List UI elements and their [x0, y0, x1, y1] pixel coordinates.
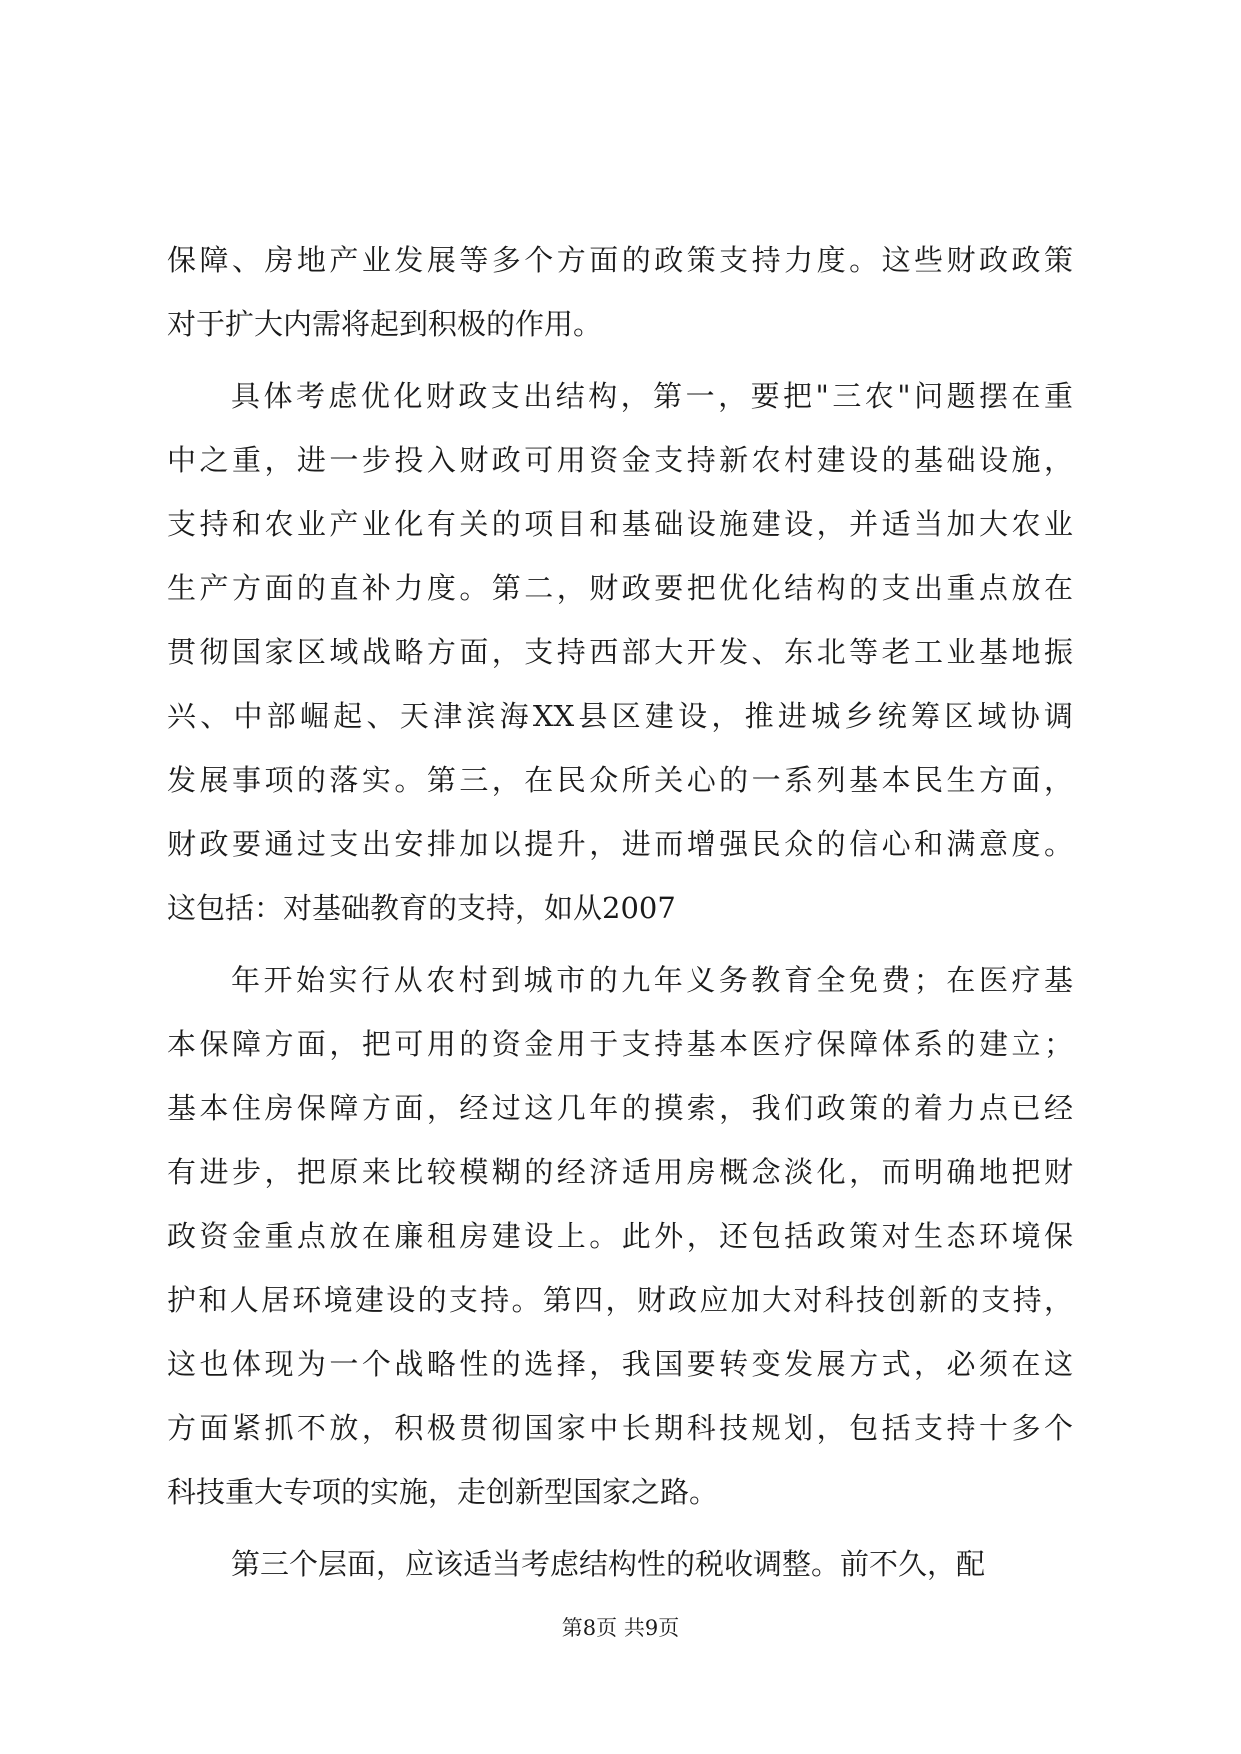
paragraph-gap: [167, 940, 1073, 948]
text-line: 科技重大专项的实施，走创新型国家之路。: [167, 1475, 719, 1509]
paragraph-gap: [167, 356, 1073, 364]
text-line: 支持和农业产业化有关的项目和基础设施建设，并适当加大农业: [167, 507, 1073, 541]
body-text: [167, 228, 1073, 1596]
text-line: 第三个层面，应该适当考虑结构性的税收调整。前不久，配: [231, 1547, 986, 1581]
text-line: 方面紧抓不放，积极贯彻国家中长期科技规划，包括支持十多个: [167, 1411, 1073, 1445]
page-footer: 第8页 共9页: [561, 1616, 680, 1640]
paragraph: [167, 1532, 1073, 1596]
text-line: 兴、中部崛起、天津滨海XX县区建设，推进城乡统筹区域协调: [167, 699, 1073, 733]
text-line: 护和人居环境建设的支持。第四，财政应加大对科技创新的支持，: [167, 1283, 1073, 1317]
text-line: 贯彻国家区域战略方面，支持西部大开发、东北等老工业基地振: [167, 635, 1073, 669]
text-line: 发展事项的落实。第三，在民众所关心的一系列基本民生方面，: [167, 763, 1073, 797]
paragraph: [167, 228, 1073, 356]
paragraph-gap: [167, 1524, 1073, 1532]
text-line: 保障、房地产业发展等多个方面的政策支持力度。这些财政政策: [167, 243, 1073, 277]
text-line: 年开始实行从农村到城市的九年义务教育全免费；在医疗基: [231, 963, 1073, 997]
text-line: 本保障方面，把可用的资金用于支持基本医疗保障体系的建立；: [167, 1027, 1073, 1061]
text-line: 这也体现为一个战略性的选择，我国要转变发展方式，必须在这: [167, 1347, 1073, 1381]
text-line: 这包括：对基础教育的支持，如从2007: [167, 891, 676, 925]
text-line: 具体考虑优化财政支出结构，第一，要把"三农"问题摆在重: [231, 379, 1073, 413]
text-line: 中之重，进一步投入财政可用资金支持新农村建设的基础设施，: [167, 443, 1073, 477]
text-line: 基本住房保障方面，经过这几年的摸索，我们政策的着力点已经: [167, 1091, 1073, 1125]
text-line: 财政要通过支出安排加以提升，进而增强民众的信心和满意度。: [167, 827, 1073, 861]
paragraph: [167, 364, 1073, 940]
text-line: 政资金重点放在廉租房建设上。此外，还包括政策对生态环境保: [167, 1219, 1073, 1253]
text-line: 生产方面的直补力度。第二，财政要把优化结构的支出重点放在: [167, 571, 1073, 605]
text-line: 对于扩大内需将起到积极的作用。: [167, 307, 603, 341]
paragraph: [167, 948, 1073, 1524]
text-line: 有进步，把原来比较模糊的经济适用房概念淡化，而明确地把财: [167, 1155, 1073, 1189]
